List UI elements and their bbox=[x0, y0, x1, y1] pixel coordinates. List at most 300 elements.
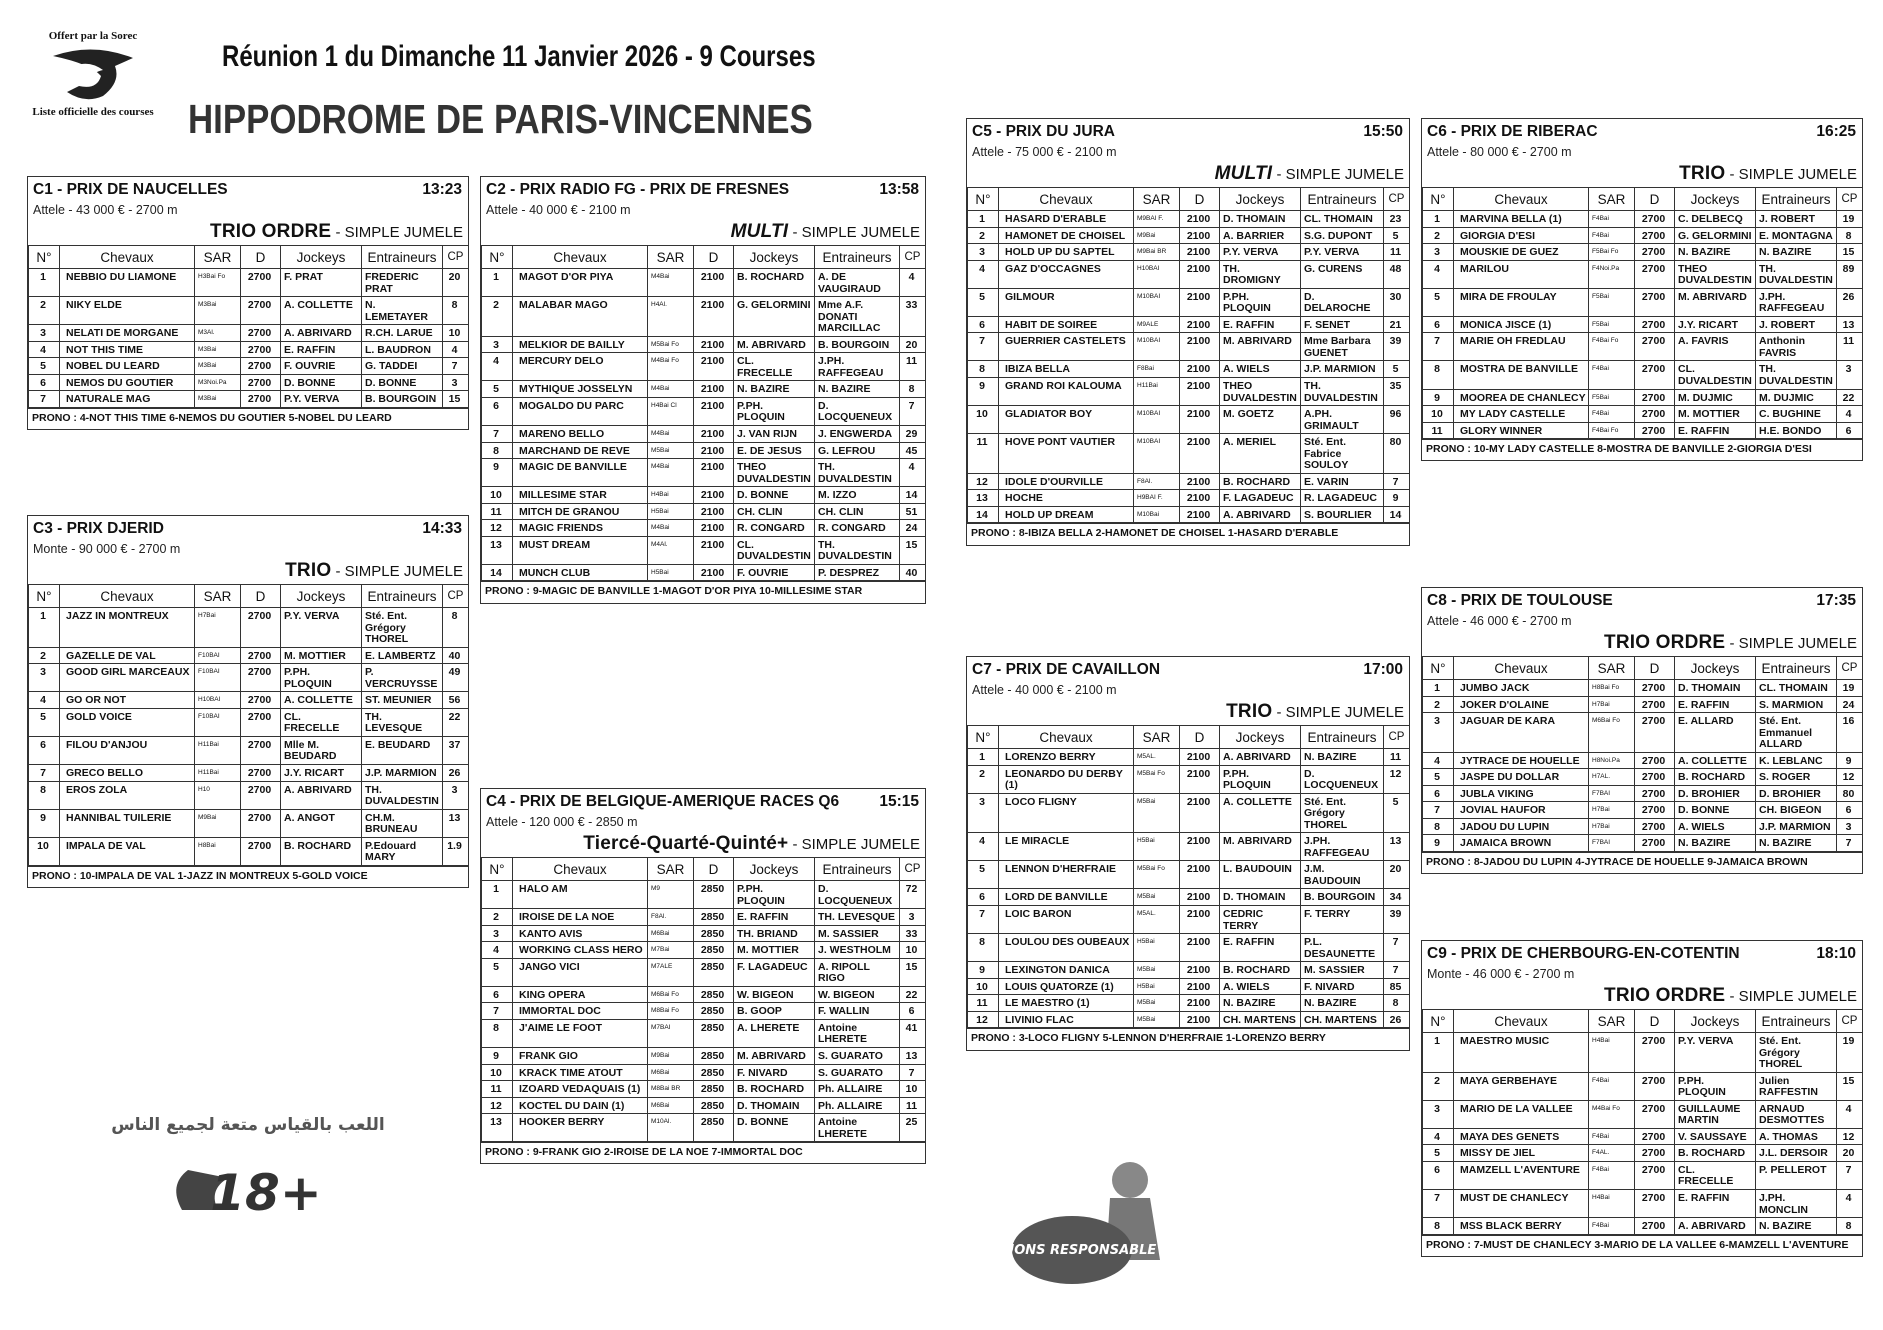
trainer-name: A. DE VAUGIRAUD bbox=[815, 269, 900, 297]
horse-name: GUERRIER CASTELETS bbox=[999, 333, 1134, 361]
jockey-name: G. GELORMINI bbox=[1675, 227, 1756, 244]
race-distance: 2700 bbox=[1635, 211, 1675, 228]
runner-number: 6 bbox=[482, 986, 513, 1003]
table-row bbox=[1423, 769, 1863, 786]
table-row bbox=[482, 942, 926, 959]
runner-number: 2 bbox=[968, 227, 999, 244]
table-row bbox=[1423, 1218, 1863, 1235]
runner-number: 8 bbox=[1423, 818, 1454, 835]
horse-name: GAZ D'OCCAGNES bbox=[999, 260, 1134, 288]
horse-name: JANGO VICI bbox=[513, 958, 648, 986]
race-distance: 2100 bbox=[1180, 962, 1220, 979]
cp-value: 10 bbox=[443, 325, 469, 342]
table-row bbox=[1423, 227, 1863, 244]
race-distance: 2100 bbox=[1180, 244, 1220, 261]
cp-value: 56 bbox=[443, 692, 469, 709]
racecourse-title: HIPPODROME DE PARIS-VINCENNES bbox=[188, 96, 813, 142]
race-distance: 2100 bbox=[1180, 211, 1220, 228]
horse-name: JOVIAL HAUFOR bbox=[1454, 802, 1589, 819]
horse-sar: H7Bai bbox=[1589, 696, 1635, 713]
col-cp: CP bbox=[1837, 1010, 1863, 1033]
horse-name: J'AIME LE FOOT bbox=[513, 1019, 648, 1047]
table-row bbox=[1423, 389, 1863, 406]
cp-value: 4 bbox=[443, 341, 469, 358]
race-time: 15:15 bbox=[879, 793, 919, 810]
jockey-name: M. DUJMIC bbox=[1675, 389, 1756, 406]
table-row bbox=[29, 765, 469, 782]
race-distance: 2700 bbox=[241, 837, 281, 865]
horse-sar: F4AL. bbox=[1589, 1145, 1635, 1162]
trainer-name: N. BAZIRE bbox=[1756, 244, 1837, 261]
trainer-name: F. WALLIN bbox=[815, 1003, 900, 1020]
horse-sar: M7ALE bbox=[648, 958, 694, 986]
bet-types bbox=[967, 697, 1409, 725]
horse-sar: M10BAI bbox=[1134, 333, 1180, 361]
table-row bbox=[968, 978, 1410, 995]
horse-name: MARCHAND DE REVE bbox=[513, 442, 648, 459]
horse-name: GAZELLE DE VAL bbox=[60, 647, 195, 664]
horse-name: IDOLE D'OURVILLE bbox=[999, 473, 1134, 490]
bet-main: TRIO ORDRE bbox=[1604, 985, 1726, 1006]
jockey-name: B. ROCHARD bbox=[734, 269, 815, 297]
jockey-name: D. THOMAIN bbox=[1675, 680, 1756, 697]
race-distance: 2700 bbox=[1635, 260, 1675, 288]
runner-number: 7 bbox=[29, 391, 60, 408]
trainer-name: N. BAZIRE bbox=[815, 381, 900, 398]
cp-value: 29 bbox=[900, 426, 926, 443]
jockey-name: D. THOMAIN bbox=[734, 1097, 815, 1114]
jockey-name: J. VAN RIJN bbox=[734, 426, 815, 443]
trainer-name: Sté. Ent. Grégory THOREL bbox=[1301, 793, 1384, 833]
bet-types bbox=[28, 556, 468, 584]
cp-value: 22 bbox=[900, 986, 926, 1003]
trainer-name: E. BEUDARD bbox=[362, 736, 443, 764]
jockey-name: A. FAVRIS bbox=[1675, 333, 1756, 361]
horse-name: IMMORTAL DOC bbox=[513, 1003, 648, 1020]
horse-sar: M3Noi.Pa bbox=[195, 374, 241, 391]
table-row bbox=[482, 986, 926, 1003]
jockey-name: J.Y. RICART bbox=[1675, 316, 1756, 333]
runner-number: 6 bbox=[1423, 785, 1454, 802]
horse-sar: F4Bai bbox=[1589, 1161, 1635, 1189]
table-row bbox=[482, 520, 926, 537]
horse-sar: M10Bai bbox=[1134, 506, 1180, 523]
horse-sar: F4Noi.Pa bbox=[1589, 260, 1635, 288]
race-distance: 2700 bbox=[1635, 406, 1675, 423]
jockey-name: D. BROHIER bbox=[1675, 785, 1756, 802]
runner-number: 1 bbox=[482, 881, 513, 909]
table-row bbox=[482, 1003, 926, 1020]
runner-number: 8 bbox=[968, 361, 999, 378]
race-distance: 2700 bbox=[1635, 696, 1675, 713]
col-num: N° bbox=[1423, 188, 1454, 211]
table-row bbox=[29, 341, 469, 358]
horse-name: LOCO FLIGNY bbox=[999, 793, 1134, 833]
race-distance: 2100 bbox=[694, 459, 734, 487]
logo-bottom-text: Liste officielle des courses bbox=[32, 105, 154, 118]
horse-name: HOOKER BERRY bbox=[513, 1114, 648, 1142]
race-distance: 2700 bbox=[241, 781, 281, 809]
bet-types bbox=[967, 159, 1409, 187]
col-num: N° bbox=[1423, 1010, 1454, 1033]
table-row bbox=[1423, 785, 1863, 802]
col-cp: CP bbox=[1837, 657, 1863, 680]
cp-value: 13 bbox=[1384, 833, 1410, 861]
runner-number: 7 bbox=[1423, 1190, 1454, 1218]
jockey-name: M. GOETZ bbox=[1220, 406, 1301, 434]
jockey-name: A. WIELS bbox=[1675, 818, 1756, 835]
cp-value: 39 bbox=[1384, 906, 1410, 934]
table-header-row bbox=[482, 246, 926, 269]
horse-name: HABIT DE SOIREE bbox=[999, 316, 1134, 333]
table-row bbox=[1423, 1072, 1863, 1100]
jockey-name: N. BAZIRE bbox=[1675, 835, 1756, 852]
horse-name: LEONARDO DU DERBY (1) bbox=[999, 765, 1134, 793]
col-trainer: Entraineurs bbox=[815, 858, 900, 881]
table-row bbox=[29, 269, 469, 297]
jockey-name: N. BAZIRE bbox=[1220, 995, 1301, 1012]
jockey-name: P.Y. VERVA bbox=[281, 391, 362, 408]
race-conditions: Attele - 40 000 € - 2100 m bbox=[486, 203, 631, 217]
trainer-name: P.Edouard MARY bbox=[362, 837, 443, 865]
runner-number: 9 bbox=[968, 378, 999, 406]
col-num: N° bbox=[1423, 657, 1454, 680]
bet-types bbox=[481, 829, 925, 857]
trainer-name: R.CH. LARUE bbox=[362, 325, 443, 342]
horse-sar: M6Bai bbox=[648, 925, 694, 942]
table-row bbox=[968, 906, 1410, 934]
logo-top-text: Offert par la Sorec bbox=[48, 30, 138, 42]
runner-number: 6 bbox=[968, 316, 999, 333]
jockey-name: E. RAFFIN bbox=[1220, 316, 1301, 333]
horse-sar: H7Bai bbox=[1589, 818, 1635, 835]
table-header-row bbox=[1423, 188, 1863, 211]
race-distance: 2850 bbox=[694, 881, 734, 909]
runner-number: 8 bbox=[29, 781, 60, 809]
runner-number: 10 bbox=[968, 406, 999, 434]
race-distance: 2100 bbox=[694, 564, 734, 581]
runner-number: 13 bbox=[482, 1114, 513, 1142]
horse-sar: H7Bai bbox=[195, 608, 241, 648]
race-distance: 2700 bbox=[1635, 1161, 1675, 1189]
jockey-name: M. ABRIVARD bbox=[1220, 833, 1301, 861]
race-distance: 2850 bbox=[694, 909, 734, 926]
table-row bbox=[968, 934, 1410, 962]
race-distance: 2700 bbox=[241, 325, 281, 342]
runner-number: 4 bbox=[29, 341, 60, 358]
cp-value: 3 bbox=[900, 909, 926, 926]
runner-number: 6 bbox=[29, 374, 60, 391]
runner-number: 3 bbox=[1423, 244, 1454, 261]
trainer-name: S. MARMION bbox=[1756, 696, 1837, 713]
horse-sar: H5Bai bbox=[648, 503, 694, 520]
trainer-name: F. TERRY bbox=[1301, 906, 1384, 934]
race-header bbox=[1422, 119, 1862, 141]
runners-table bbox=[481, 245, 926, 581]
horse-name: LE MIRACLE bbox=[999, 833, 1134, 861]
table-row bbox=[482, 503, 926, 520]
horse-sar: M6Bai bbox=[648, 1097, 694, 1114]
race-distance: 2700 bbox=[241, 374, 281, 391]
runner-number: 12 bbox=[968, 1011, 999, 1028]
trainer-name: D. BROHIER bbox=[1756, 785, 1837, 802]
race-distance: 2700 bbox=[1635, 713, 1675, 753]
runner-number: 13 bbox=[968, 490, 999, 507]
jockey-name: E. RAFFIN bbox=[1675, 696, 1756, 713]
col-cp: CP bbox=[900, 858, 926, 881]
table-row bbox=[482, 881, 926, 909]
jockey-name: CEDRIC TERRY bbox=[1220, 906, 1301, 934]
table-header-row bbox=[482, 858, 926, 881]
jockey-name: CL. FRECELLE bbox=[281, 708, 362, 736]
race-prono: PRONO : 3-LOCO FLIGNY 5-LENNON D'HERFRAIE 1-LORENZO BERRY bbox=[967, 1028, 1409, 1049]
cp-value: 13 bbox=[1837, 316, 1863, 333]
bet-main: TRIO bbox=[1679, 163, 1726, 184]
horse-sar: M5Bai bbox=[1134, 962, 1180, 979]
cp-value: 13 bbox=[443, 809, 469, 837]
runner-number: 10 bbox=[482, 487, 513, 504]
col-sar: SAR bbox=[1589, 188, 1635, 211]
jockey-name: P.Y. VERVA bbox=[281, 608, 362, 648]
jockey-name: A. COLLETTE bbox=[281, 297, 362, 325]
jockey-name: D. BONNE bbox=[1675, 802, 1756, 819]
runner-number: 3 bbox=[29, 664, 60, 692]
runner-number: 14 bbox=[968, 506, 999, 523]
horse-name: MSS BLACK BERRY bbox=[1454, 1218, 1589, 1235]
col-horse: Chevaux bbox=[513, 246, 648, 269]
col-jockey: Jockeys bbox=[734, 246, 815, 269]
runner-number: 7 bbox=[29, 765, 60, 782]
jockey-name: A. ABRIVARD bbox=[281, 781, 362, 809]
col-horse: Chevaux bbox=[1454, 1010, 1589, 1033]
jockey-name: GUILLAUME MARTIN bbox=[1675, 1100, 1756, 1128]
jockey-name: A. ANGOT bbox=[281, 809, 362, 837]
jockey-name: B. ROCHARD bbox=[281, 837, 362, 865]
runner-number: 12 bbox=[482, 520, 513, 537]
jockey-name: P.PH. PLOQUIN bbox=[281, 664, 362, 692]
cp-value: 7 bbox=[1837, 835, 1863, 852]
horse-name: MARENO BELLO bbox=[513, 426, 648, 443]
horse-name: KRACK TIME ATOUT bbox=[513, 1064, 648, 1081]
race-distance: 2700 bbox=[1635, 1145, 1675, 1162]
horse-name: JYTRACE DE HOUELLE bbox=[1454, 752, 1589, 769]
runner-number: 7 bbox=[1423, 802, 1454, 819]
trainer-name: M. DUJMIC bbox=[1756, 389, 1837, 406]
bet-main: MULTI bbox=[730, 221, 789, 242]
race-distance: 2700 bbox=[241, 692, 281, 709]
race-distance: 2700 bbox=[241, 341, 281, 358]
col-trainer: Entraineurs bbox=[1756, 188, 1837, 211]
race-distance: 2700 bbox=[1635, 333, 1675, 361]
race-conditions: Attele - 75 000 € - 2100 m bbox=[972, 145, 1117, 159]
cp-value: 8 bbox=[1837, 1218, 1863, 1235]
cp-value: 22 bbox=[443, 708, 469, 736]
bet-sub: - SIMPLE JUMELE bbox=[1725, 988, 1857, 1005]
horse-sar: M5Bai Fo bbox=[1134, 765, 1180, 793]
sorec-logo bbox=[28, 30, 158, 120]
jockey-name: A. COLLETTE bbox=[1220, 793, 1301, 833]
runner-number: 6 bbox=[29, 736, 60, 764]
horse-name: IBIZA BELLA bbox=[999, 361, 1134, 378]
race-distance: 2700 bbox=[1635, 1033, 1675, 1073]
trainer-name: J. ROBERT bbox=[1756, 211, 1837, 228]
race-time: 17:00 bbox=[1363, 661, 1403, 678]
jockey-name: E. RAFFIN bbox=[734, 909, 815, 926]
horse-sar: M4Bai bbox=[648, 459, 694, 487]
table-row bbox=[1423, 696, 1863, 713]
runners-table bbox=[967, 187, 1410, 523]
cp-value: 8 bbox=[1384, 995, 1410, 1012]
race-distance: 2850 bbox=[694, 958, 734, 986]
col-num: N° bbox=[968, 188, 999, 211]
table-row bbox=[968, 227, 1410, 244]
table-row bbox=[29, 297, 469, 325]
race-distance: 2850 bbox=[694, 1048, 734, 1065]
runner-number: 8 bbox=[968, 934, 999, 962]
cp-value: 7 bbox=[900, 397, 926, 425]
horse-name: GOLD VOICE bbox=[60, 708, 195, 736]
jockey-name: L. BAUDOUIN bbox=[1220, 861, 1301, 889]
race-time: 13:23 bbox=[422, 181, 462, 198]
jockey-name: B. ROCHARD bbox=[734, 1081, 815, 1098]
horse-name: MUST DREAM bbox=[513, 536, 648, 564]
cp-value: 9 bbox=[1837, 752, 1863, 769]
race-distance: 2850 bbox=[694, 1097, 734, 1114]
horse-name: HOLD UP DREAM bbox=[999, 506, 1134, 523]
trainer-name: TH. DUVALDESTIN bbox=[815, 459, 900, 487]
jockey-name: A. ABRIVARD bbox=[1220, 749, 1301, 766]
race-conditions: Attele - 80 000 € - 2700 m bbox=[1427, 145, 1572, 159]
runner-number: 3 bbox=[1423, 713, 1454, 753]
jockey-name: A. ABRIVARD bbox=[281, 325, 362, 342]
horse-sar: M4Bai bbox=[648, 426, 694, 443]
horse-name: MAESTRO MUSIC bbox=[1454, 1033, 1589, 1073]
cp-value: 4 bbox=[1837, 1190, 1863, 1218]
race-name: C2 - PRIX RADIO FG - PRIX DE FRESNES bbox=[486, 181, 790, 198]
runner-number: 6 bbox=[968, 889, 999, 906]
horse-name: MARILOU bbox=[1454, 260, 1589, 288]
race-distance: 2100 bbox=[1180, 978, 1220, 995]
table-row bbox=[482, 1064, 926, 1081]
cp-value: 49 bbox=[443, 664, 469, 692]
horse-sar: F4Bai bbox=[1589, 1128, 1635, 1145]
jockey-name: W. BIGEON bbox=[734, 986, 815, 1003]
cp-value: 9 bbox=[1384, 490, 1410, 507]
horse-sar: M3Bai bbox=[195, 391, 241, 408]
table-header-row bbox=[968, 726, 1410, 749]
race-distance: 2700 bbox=[1635, 785, 1675, 802]
table-header-row bbox=[29, 246, 469, 269]
bet-main: TRIO bbox=[1226, 701, 1273, 722]
cp-value: 24 bbox=[900, 520, 926, 537]
horse-sar: M5AL. bbox=[1134, 906, 1180, 934]
race-distance: 2100 bbox=[694, 487, 734, 504]
bet-types bbox=[1422, 628, 1862, 656]
table-row bbox=[1423, 1161, 1863, 1189]
horse-name: KOCTEL DU DAIN (1) bbox=[513, 1097, 648, 1114]
table-row bbox=[1423, 260, 1863, 288]
horse-sar: M5Bai Fo bbox=[648, 336, 694, 353]
jockey-name: THEO DUVALDESTIN bbox=[734, 459, 815, 487]
trainer-name: D. BONNE bbox=[362, 374, 443, 391]
cp-value: 51 bbox=[900, 503, 926, 520]
table-row bbox=[1423, 406, 1863, 423]
trainer-name: D. LOCQUENEUX bbox=[815, 881, 900, 909]
cp-value: 11 bbox=[900, 1097, 926, 1114]
cp-value: 33 bbox=[900, 925, 926, 942]
race-card-c9 bbox=[1421, 940, 1863, 1257]
runner-number: 9 bbox=[1423, 389, 1454, 406]
runner-number: 5 bbox=[968, 861, 999, 889]
horse-name: IMPALA DE VAL bbox=[60, 837, 195, 865]
horse-name: FRANK GIO bbox=[513, 1048, 648, 1065]
race-distance: 2850 bbox=[694, 1081, 734, 1098]
table-row bbox=[482, 1081, 926, 1098]
horse-name: MARVINA BELLA (1) bbox=[1454, 211, 1589, 228]
table-row bbox=[482, 1048, 926, 1065]
col-cp: CP bbox=[900, 246, 926, 269]
horse-name: MOUSKIE DE GUEZ bbox=[1454, 244, 1589, 261]
jockey-name: D. BONNE bbox=[281, 374, 362, 391]
table-row bbox=[29, 358, 469, 375]
trainer-name: B. BOURGOIN bbox=[815, 336, 900, 353]
cp-value: 20 bbox=[443, 269, 469, 297]
table-row bbox=[968, 995, 1410, 1012]
trainer-name: A.PH. GRIMAULT bbox=[1301, 406, 1384, 434]
runner-number: 9 bbox=[1423, 835, 1454, 852]
col-horse: Chevaux bbox=[999, 188, 1134, 211]
runner-number: 7 bbox=[1423, 333, 1454, 361]
table-row bbox=[968, 361, 1410, 378]
horse-sar: M3Bai bbox=[195, 341, 241, 358]
table-row bbox=[1423, 1033, 1863, 1073]
jockey-name: A. BARRIER bbox=[1220, 227, 1301, 244]
table-header-row bbox=[1423, 657, 1863, 680]
horse-sar: F4Bai bbox=[1589, 361, 1635, 389]
race-distance: 2700 bbox=[1635, 752, 1675, 769]
horse-name: GLADIATOR BOY bbox=[999, 406, 1134, 434]
runner-number: 12 bbox=[968, 473, 999, 490]
race-distance: 2100 bbox=[694, 503, 734, 520]
col-jockey: Jockeys bbox=[734, 858, 815, 881]
horse-name: HOCHE bbox=[999, 490, 1134, 507]
jockey-name: B. GOOP bbox=[734, 1003, 815, 1020]
race-distance: 2700 bbox=[1635, 1100, 1675, 1128]
race-distance: 2100 bbox=[1180, 833, 1220, 861]
col-num: N° bbox=[29, 585, 60, 608]
trainer-name: E. MONTAGNA bbox=[1756, 227, 1837, 244]
runner-number: 7 bbox=[482, 426, 513, 443]
race-header bbox=[1422, 588, 1862, 610]
table-row bbox=[482, 336, 926, 353]
table-row bbox=[968, 316, 1410, 333]
horse-sar: M8Bai BR bbox=[648, 1081, 694, 1098]
race-distance: 2700 bbox=[1635, 1128, 1675, 1145]
col-dist: D bbox=[694, 858, 734, 881]
horse-name: LOUIS QUATORZE (1) bbox=[999, 978, 1134, 995]
cp-value: 7 bbox=[900, 1064, 926, 1081]
race-prono: PRONO : 8-JADOU DU LUPIN 4-JYTRACE DE HOUELLE 9-JAMAICA BROWN bbox=[1422, 852, 1862, 873]
table-row bbox=[968, 490, 1410, 507]
race-distance: 2700 bbox=[1635, 802, 1675, 819]
jockey-name: TH. DROMIGNY bbox=[1220, 260, 1301, 288]
race-name: C4 - PRIX DE BELGIQUE-AMERIQUE RACES Q6 bbox=[486, 793, 840, 810]
jockey-name: A. ABRIVARD bbox=[1220, 506, 1301, 523]
race-distance: 2100 bbox=[1180, 288, 1220, 316]
trainer-name: Ph. ALLAIRE bbox=[815, 1081, 900, 1098]
cp-value: 7 bbox=[1384, 934, 1410, 962]
table-row bbox=[29, 664, 469, 692]
